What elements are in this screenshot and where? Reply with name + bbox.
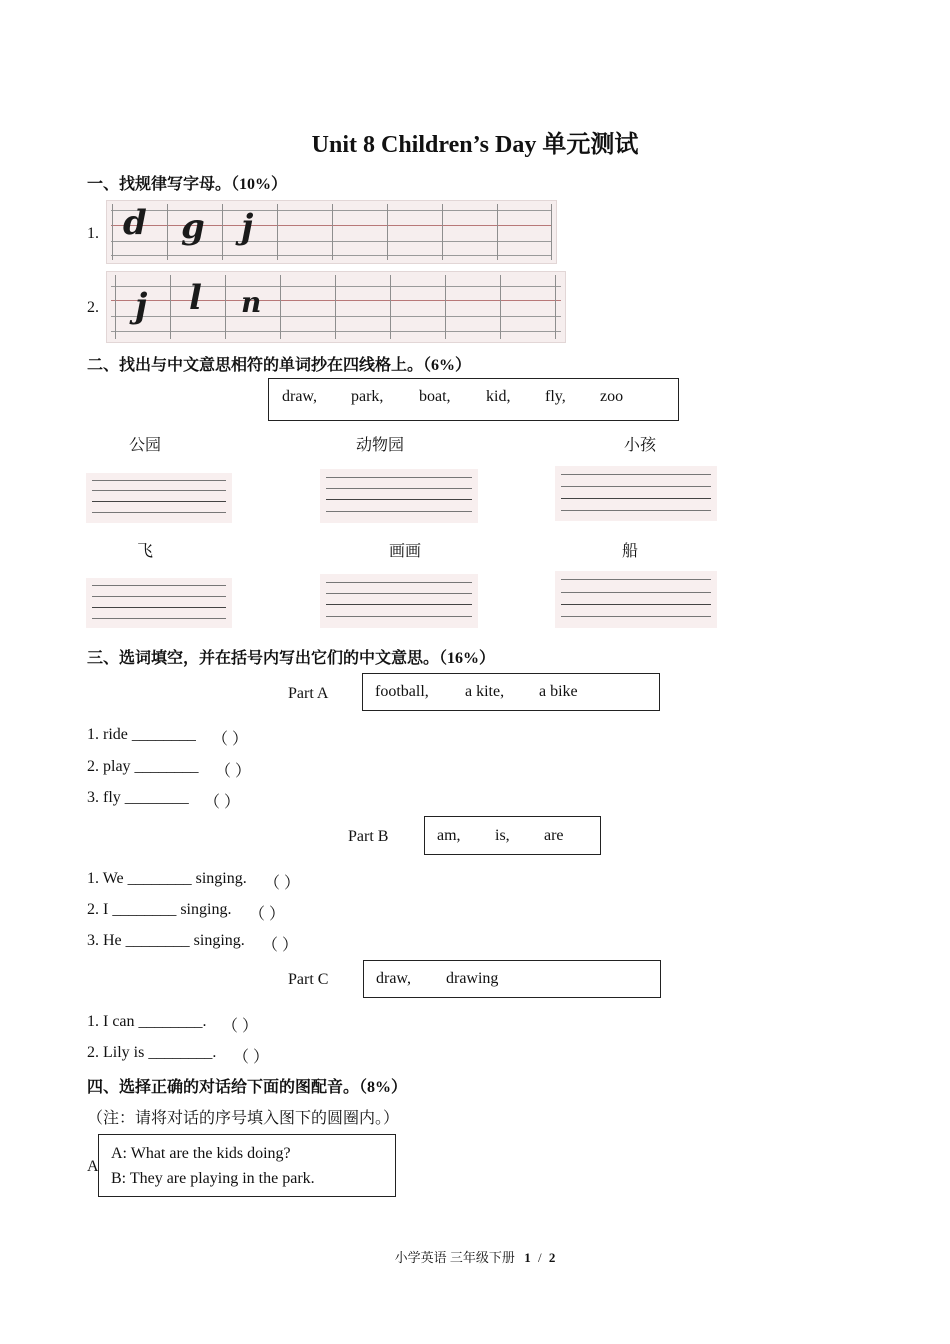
label-park-cn: 公园 xyxy=(128,437,161,454)
partC-item-2: 2. Lily is ________. xyxy=(87,1044,217,1061)
word-kid: kid, xyxy=(486,388,511,405)
partA-item-2: 2. play ________ xyxy=(87,758,199,775)
word-is: is, xyxy=(495,827,510,844)
partC-paren-2: （ ） xyxy=(233,1049,270,1066)
section4-heading: 四、选择正确的对话给下面的图配音。（8%） xyxy=(87,1079,408,1096)
four-line-2 xyxy=(320,469,478,523)
footer-page: 1 xyxy=(524,1250,531,1265)
dialog-line-a: A: What are the kids doing? xyxy=(111,1145,291,1162)
word-park: park, xyxy=(351,388,384,405)
word-kite: a kite, xyxy=(465,683,505,700)
row1-number: 1. xyxy=(87,225,99,242)
footer-total: 2 xyxy=(548,1250,556,1265)
grid1-letter-3: j xyxy=(241,207,254,247)
row2-number: 2. xyxy=(87,299,99,316)
label-kid-cn: 小孩 xyxy=(623,437,656,454)
grid1-letter-2: g xyxy=(181,207,205,247)
word-box-section2 xyxy=(268,378,679,421)
grid1-letter-1: d xyxy=(123,203,147,243)
grid2-letter-3: n xyxy=(241,286,262,319)
word-draw: draw, xyxy=(282,388,317,405)
partB-label: Part B xyxy=(348,828,389,845)
partA-paren-1: （ ） xyxy=(212,731,249,748)
dialog-line-b: B: They are playing in the park. xyxy=(111,1170,315,1187)
word-football: football, xyxy=(375,683,429,700)
partA-paren-2: （ ） xyxy=(215,763,252,780)
word-drawing: drawing xyxy=(446,970,499,987)
word-am: am, xyxy=(437,827,461,844)
partA-item-3: 3. fly ________ xyxy=(87,789,189,806)
section3-heading: 三、选词填空，并在括号内写出它们的中文意思。（16%） xyxy=(87,650,496,667)
four-line-3 xyxy=(555,466,717,521)
four-line-6 xyxy=(555,571,717,628)
word-fly: fly, xyxy=(545,388,566,405)
grid2-letter-1: j xyxy=(135,286,148,326)
label-boat-cn: 船 xyxy=(621,543,638,560)
section2-heading: 二、找出与中文意思相符的单词抄在四线格上。（6%） xyxy=(87,357,472,374)
dialog-letter: A xyxy=(87,1158,99,1175)
label-fly-cn: 飞 xyxy=(136,543,153,560)
grid2-letter-2: l xyxy=(189,278,202,318)
word-box-partC xyxy=(363,960,661,998)
word-box-partA xyxy=(362,673,660,711)
partA-paren-3: （ ） xyxy=(204,794,241,811)
word-draw-c: draw, xyxy=(376,970,411,987)
partB-item-1: 1. We ________ singing. xyxy=(87,870,247,887)
dialog-box xyxy=(98,1134,396,1197)
partB-paren-1: （ ） xyxy=(264,875,301,892)
label-draw-cn: 画画 xyxy=(388,543,421,560)
partB-paren-3: （ ） xyxy=(262,937,299,954)
section4-note: （注：请将对话的序号填入图下的圆圈内。） xyxy=(87,1110,400,1127)
letter-grid-2 xyxy=(106,271,566,343)
section1-heading: 一、找规律写字母。（10%） xyxy=(87,176,288,193)
partC-paren-1: （ ） xyxy=(222,1018,259,1035)
four-line-5 xyxy=(320,574,478,628)
page-title: Unit 8 Children’s Day 单元测试 xyxy=(311,132,639,158)
partC-item-1: 1. I can ________. xyxy=(87,1013,207,1030)
letter-grid-1 xyxy=(106,200,557,264)
label-zoo-cn: 动物园 xyxy=(355,437,404,454)
partB-item-3: 3. He ________ singing. xyxy=(87,932,245,949)
partB-item-2: 2. I ________ singing. xyxy=(87,901,232,918)
four-line-1 xyxy=(86,473,232,523)
partA-item-1: 1. ride ________ xyxy=(87,726,196,743)
page-footer xyxy=(0,1247,950,1266)
word-zoo: zoo xyxy=(600,388,624,405)
partA-label: Part A xyxy=(288,685,329,702)
word-box-partB xyxy=(424,816,601,855)
partB-paren-2: （ ） xyxy=(249,906,286,923)
word-boat: boat, xyxy=(419,388,451,405)
word-bike: a bike xyxy=(539,683,578,700)
footer-sep: / xyxy=(537,1250,542,1265)
word-are: are xyxy=(544,827,564,844)
footer-subject: 小学英语 三年级下册 xyxy=(394,1250,515,1265)
partC-label: Part C xyxy=(288,971,329,988)
four-line-4 xyxy=(86,578,232,628)
